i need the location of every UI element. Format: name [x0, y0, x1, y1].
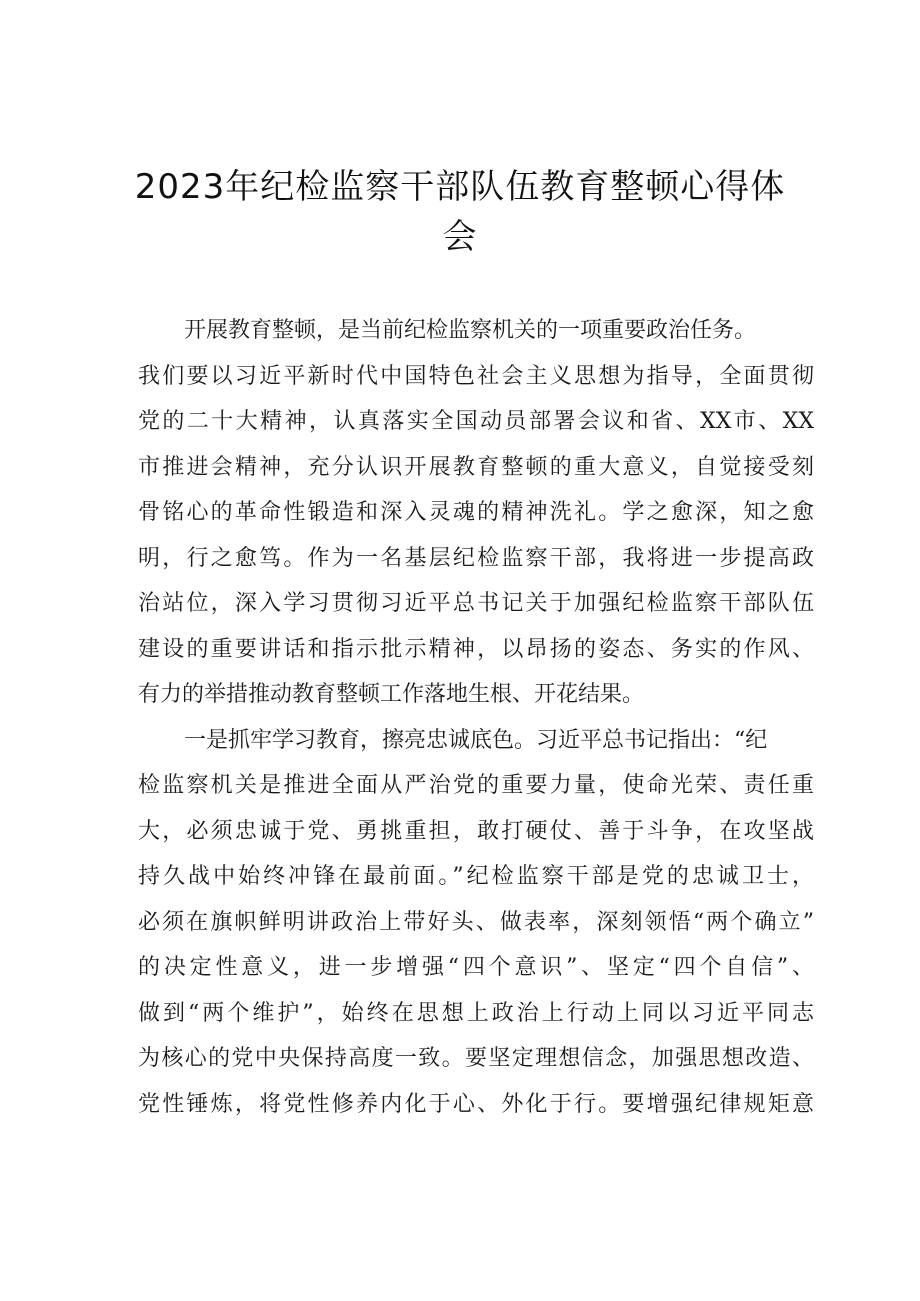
- paragraph-line: 建设的重要讲话和指示批示精神，以昂扬的姿态、务实的作风、: [138, 636, 814, 662]
- paragraph-line: 大，必须忠诚于党、勇挑重担，敢打硬仗、善于斗争，在攻坚战: [138, 818, 814, 844]
- paragraph-line: 有力的举措推动教育整顿工作落地生根、开花结果。: [138, 682, 645, 707]
- paragraph-line: 市推进会精神，充分认识开展教育整顿的重大意义，自觉接受刻: [138, 454, 814, 480]
- paragraph-line: 党的二十大精神，认真落实全国动员部署会议和省、XX市、XX: [138, 409, 814, 434]
- paragraph-line: 治站位，深入学习贯彻习近平总书记关于加强纪检监察干部队伍: [138, 591, 814, 616]
- paragraph-2: [138, 718, 814, 1128]
- paragraph-line: 必须在旗帜鲜明讲政治上带好头、做表率，深刻领悟“两个确立”: [138, 909, 814, 935]
- paragraph-line: 党性锤炼，将党性修养内化于心、外化于行。要增强纪律规矩意: [138, 1091, 814, 1117]
- paragraph-line: 明，行之愈笃。作为一名基层纪检监察干部，我将进一步提高政: [138, 545, 814, 571]
- paragraph-line: 开展教育整顿，是当前纪检监察机关的一项重要政治任务。: [184, 318, 757, 343]
- paragraph-line: 做到“两个维护”，始终在思想上政治上行动上同以习近平同志: [138, 1000, 814, 1026]
- paragraph-line: 的决定性意义，进一步增强“四个意识”、坚定“四个自信”、: [138, 955, 814, 980]
- paragraph-line: 为核心的党中央保持高度一致。要坚定理想信念，加强思想改造、: [138, 1046, 814, 1071]
- paragraph-1: [138, 308, 814, 718]
- title-line-2: 会: [442, 217, 478, 257]
- paragraph-line: 检监察机关是推进全面从严治党的重要力量，使命光荣、责任重: [138, 773, 814, 798]
- paragraph-line: 骨铭心的革命性锻造和深入灵魂的精神洗礼。学之愈深，知之愈: [138, 500, 814, 525]
- document-body: [138, 308, 814, 1127]
- paragraph-line: 我们要以习近平新时代中国特色社会主义思想为指导，全面贯彻: [138, 363, 814, 389]
- paragraph-line: 持久战中始终冲锋在最前面。”纪检监察干部是党的忠诚卫士，: [138, 864, 814, 889]
- title-line-1: 2023年纪检监察干部队伍教育整顿心得体: [134, 167, 786, 207]
- paragraph-line: 一是抓牢学习教育，擦亮忠诚底色。习近平总书记指出：“纪: [184, 727, 768, 753]
- document-title: [100, 162, 820, 262]
